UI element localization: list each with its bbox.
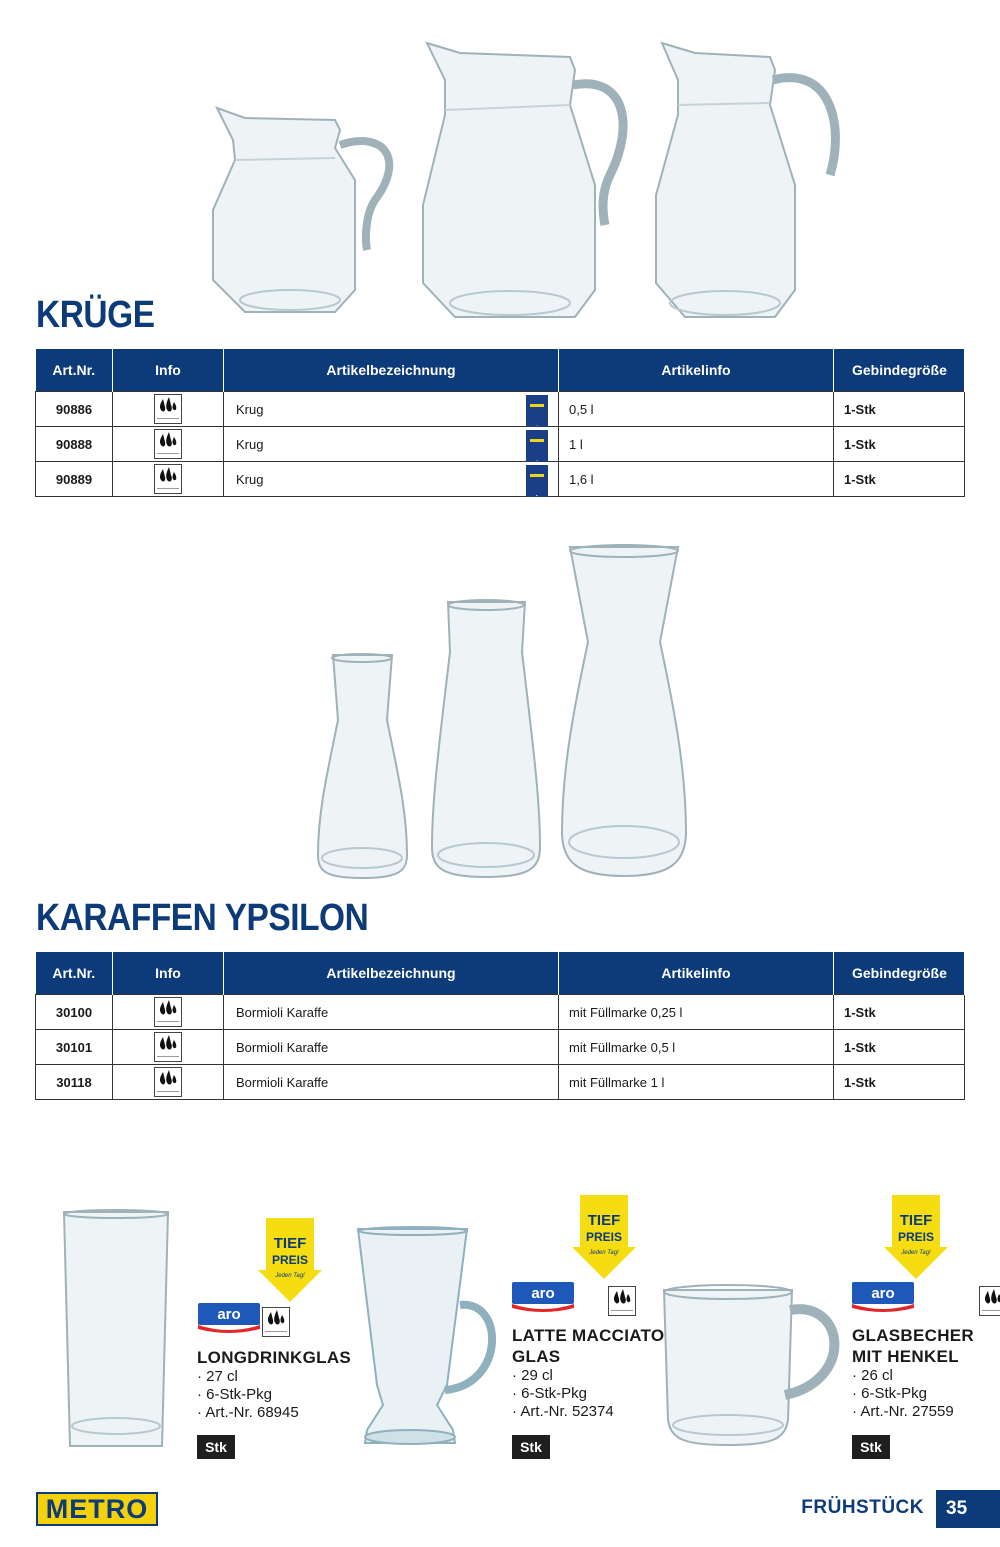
latte-macciato-glass-image <box>355 1225 500 1450</box>
footer-section-label: FRÜHSTÜCK <box>801 1497 924 1518</box>
article-name: Krug <box>236 436 264 452</box>
aro-label: aro <box>217 1306 241 1323</box>
table-row <box>36 1065 965 1100</box>
karaffen-table <box>35 952 965 1100</box>
pack-size: 1-Stk <box>834 462 965 497</box>
pack-size: 1-Stk <box>834 392 965 427</box>
tiefpreis-badge <box>258 1218 322 1302</box>
jeden-tag-label: Jeden Tag! <box>589 1250 619 1256</box>
pack-size: 1-Stk <box>834 1065 965 1100</box>
product-title: LONGDRINKGLAS <box>197 1348 352 1367</box>
metro-brand-icon <box>526 430 548 458</box>
product-artnr: · Art.-Nr. 52374 <box>512 1403 614 1420</box>
col-header-gebindegroesse: Gebindegröße <box>834 952 965 995</box>
product-title: LATTE MACCIATO <box>512 1326 665 1345</box>
artnr-cell: 90888 <box>36 427 113 462</box>
article-info: mit Füllmarke 0,25 l <box>559 995 834 1030</box>
product-pack: · 6-Stk-Pkg <box>852 1385 928 1402</box>
dishwasher-safe-icon <box>154 997 182 1027</box>
article-name: Bormioli Karaffe <box>224 1065 559 1100</box>
section-title-karaffen: KARAFFEN YPSILON <box>36 897 369 939</box>
dishwasher-safe-icon <box>608 1286 636 1316</box>
pack-size: 1-Stk <box>834 1030 965 1065</box>
dishwasher-safe-icon <box>154 1032 182 1062</box>
unit-badge: Stk <box>852 1435 890 1459</box>
col-header-artikelinfo: Artikelinfo <box>559 952 834 995</box>
artnr-cell: 90889 <box>36 462 113 497</box>
product-artnr: · Art.-Nr. 27559 <box>852 1403 954 1420</box>
carafe-medium-image <box>430 597 542 882</box>
table-row <box>36 392 965 427</box>
jug-small-image <box>205 100 400 320</box>
article-name: Krug <box>236 471 264 487</box>
tief-label: TIEF <box>587 1212 621 1229</box>
kruege-table <box>35 349 965 497</box>
product-volume: · 29 cl <box>512 1367 553 1384</box>
dishwasher-safe-icon <box>154 429 182 459</box>
dishwasher-safe-icon <box>979 1286 1000 1316</box>
longdrink-glass-image <box>60 1208 172 1453</box>
product-longdrinkglas <box>197 1347 357 1422</box>
col-header-artikelbezeichnung: Artikelbezeichnung <box>224 952 559 995</box>
col-header-gebindegroesse: Gebindegröße <box>834 349 965 392</box>
col-header-artnr: Art.Nr. <box>36 349 113 392</box>
table-row <box>36 995 965 1030</box>
jug-large-image <box>650 35 845 320</box>
article-info: mit Füllmarke 1 l <box>559 1065 834 1100</box>
dishwasher-safe-icon <box>262 1307 290 1337</box>
jug-medium-image <box>415 35 630 320</box>
article-name: Bormioli Karaffe <box>224 995 559 1030</box>
pack-size: 1-Stk <box>834 995 965 1030</box>
carafe-small-image <box>315 650 410 882</box>
jeden-tag-label: Jeden Tag! <box>901 1250 931 1256</box>
product-glasbecher <box>852 1325 992 1421</box>
aro-brand-logo <box>852 1282 898 1312</box>
product-title: GLASBECHER <box>852 1326 975 1345</box>
col-header-artnr: Art.Nr. <box>36 952 113 995</box>
jeden-tag-label: Jeden Tag! <box>275 1273 305 1279</box>
tief-label: TIEF <box>899 1212 933 1229</box>
col-header-info: Info <box>113 349 224 392</box>
unit-badge: Stk <box>512 1435 550 1459</box>
unit-badge: Stk <box>197 1435 235 1459</box>
table-row <box>36 462 965 497</box>
pack-size: 1-Stk <box>834 427 965 462</box>
product-latte-macciato <box>512 1325 672 1421</box>
table-row <box>36 427 965 462</box>
aro-label: aro <box>531 1285 555 1302</box>
product-pack: · 6-Stk-Pkg <box>512 1385 588 1402</box>
col-header-info: Info <box>113 952 224 995</box>
product-title-line2: GLAS <box>512 1347 561 1366</box>
preis-label: PREIS <box>585 1230 623 1244</box>
preis-label: PREIS <box>271 1253 309 1267</box>
dishwasher-safe-icon <box>154 1067 182 1097</box>
product-volume: · 27 cl <box>197 1368 238 1385</box>
preis-label: PREIS <box>897 1230 935 1244</box>
metro-brand-icon <box>526 465 548 493</box>
article-name: Bormioli Karaffe <box>224 1030 559 1065</box>
artnr-cell: 30118 <box>36 1065 113 1100</box>
article-info: mit Füllmarke 0,5 l <box>559 1030 834 1065</box>
aro-brand-logo <box>198 1303 244 1333</box>
product-title-line2: MIT HENKEL <box>852 1347 959 1366</box>
article-info: 1,6 l <box>559 462 834 497</box>
dishwasher-safe-icon <box>154 464 182 494</box>
article-info: 0,5 l <box>559 392 834 427</box>
metro-brand-icon <box>526 395 548 423</box>
glass-mug-image <box>660 1280 850 1450</box>
table-row <box>36 1030 965 1065</box>
product-artnr: · Art.-Nr. 68945 <box>197 1404 299 1421</box>
carafe-large-image <box>560 542 688 882</box>
artnr-cell: 90886 <box>36 392 113 427</box>
metro-logo: METRO <box>36 1492 158 1526</box>
tiefpreis-badge <box>572 1195 636 1279</box>
dishwasher-safe-icon <box>154 394 182 424</box>
artnr-cell: 30101 <box>36 1030 113 1065</box>
product-pack: · 6-Stk-Pkg <box>197 1386 273 1403</box>
aro-label: aro <box>871 1285 895 1302</box>
aro-brand-logo <box>512 1282 558 1312</box>
tief-label: TIEF <box>273 1235 307 1252</box>
product-volume: · 26 cl <box>852 1367 893 1384</box>
artnr-cell: 30100 <box>36 995 113 1030</box>
col-header-artikelbezeichnung: Artikelbezeichnung <box>224 349 559 392</box>
article-name: Krug <box>236 401 264 417</box>
article-info: 1 l <box>559 427 834 462</box>
tiefpreis-badge <box>884 1195 948 1279</box>
page-number: 35 <box>936 1490 1000 1528</box>
col-header-artikelinfo: Artikelinfo <box>559 349 834 392</box>
section-title-kruege: KRÜGE <box>36 294 155 336</box>
